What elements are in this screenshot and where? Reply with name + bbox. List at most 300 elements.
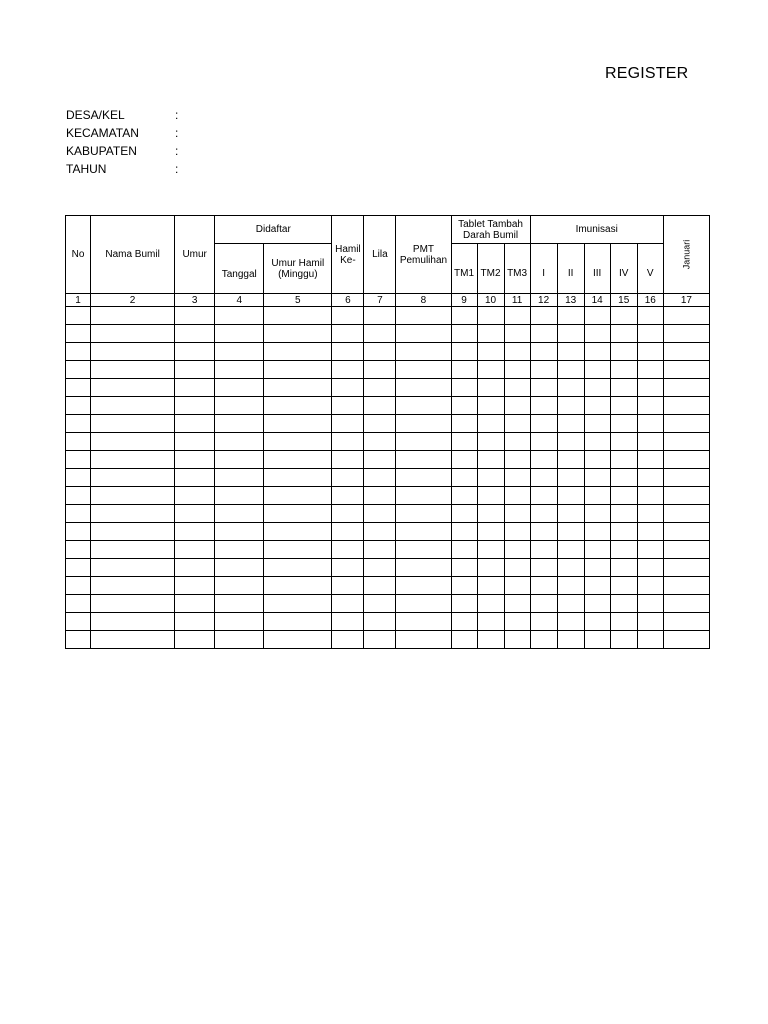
table-cell[interactable] [66,523,91,541]
table-cell[interactable] [504,325,530,343]
table-cell[interactable] [364,523,396,541]
table-cell[interactable] [396,631,451,649]
table-cell[interactable] [477,595,504,613]
table-cell[interactable] [557,343,584,361]
table-cell[interactable] [504,361,530,379]
table-cell[interactable] [557,325,584,343]
table-cell[interactable] [264,577,332,595]
table-cell[interactable] [396,361,451,379]
table-cell[interactable] [91,397,175,415]
table-cell[interactable] [663,379,709,397]
table-cell[interactable] [663,451,709,469]
table-cell[interactable] [663,325,709,343]
table-cell[interactable] [264,541,332,559]
table-cell[interactable] [530,397,557,415]
table-cell[interactable] [477,541,504,559]
table-cell[interactable] [91,307,175,325]
table-cell[interactable] [557,307,584,325]
table-cell[interactable] [637,523,663,541]
table-cell[interactable] [396,505,451,523]
table-cell[interactable] [504,523,530,541]
table-cell[interactable] [637,433,663,451]
table-cell[interactable] [364,541,396,559]
table-cell[interactable] [175,487,215,505]
table-cell[interactable] [663,469,709,487]
table-cell[interactable] [91,523,175,541]
table-cell[interactable] [637,325,663,343]
table-cell[interactable] [175,397,215,415]
table-cell[interactable] [215,631,264,649]
table-cell[interactable] [557,631,584,649]
table-cell[interactable] [557,379,584,397]
table-cell[interactable] [66,469,91,487]
table-cell[interactable] [451,559,477,577]
table-cell[interactable] [364,451,396,469]
table-cell[interactable] [637,505,663,523]
table-cell[interactable] [637,361,663,379]
table-cell[interactable] [504,415,530,433]
table-cell[interactable] [610,613,637,631]
table-cell[interactable] [364,307,396,325]
table-cell[interactable] [530,325,557,343]
table-cell[interactable] [530,541,557,559]
table-cell[interactable] [364,415,396,433]
table-cell[interactable] [637,559,663,577]
table-cell[interactable] [530,307,557,325]
table-cell[interactable] [504,541,530,559]
table-cell[interactable] [530,595,557,613]
table-cell[interactable] [332,577,364,595]
table-cell[interactable] [264,451,332,469]
table-cell[interactable] [215,469,264,487]
table-cell[interactable] [264,397,332,415]
table-cell[interactable] [332,307,364,325]
table-cell[interactable] [637,577,663,595]
table-cell[interactable] [530,613,557,631]
table-cell[interactable] [451,343,477,361]
table-cell[interactable] [610,379,637,397]
table-cell[interactable] [663,505,709,523]
table-cell[interactable] [396,613,451,631]
table-cell[interactable] [364,577,396,595]
table-cell[interactable] [264,487,332,505]
table-cell[interactable] [504,595,530,613]
table-cell[interactable] [175,307,215,325]
table-cell[interactable] [175,631,215,649]
table-cell[interactable] [477,523,504,541]
table-cell[interactable] [332,613,364,631]
table-cell[interactable] [477,343,504,361]
table-cell[interactable] [637,379,663,397]
table-cell[interactable] [264,433,332,451]
table-cell[interactable] [477,379,504,397]
table-cell[interactable] [663,613,709,631]
table-cell[interactable] [215,541,264,559]
table-cell[interactable] [557,577,584,595]
table-cell[interactable] [264,325,332,343]
table-cell[interactable] [557,433,584,451]
table-cell[interactable] [175,433,215,451]
table-cell[interactable] [175,595,215,613]
table-cell[interactable] [477,415,504,433]
table-cell[interactable] [663,361,709,379]
table-cell[interactable] [584,577,610,595]
table-cell[interactable] [364,433,396,451]
table-cell[interactable] [663,577,709,595]
table-cell[interactable] [91,433,175,451]
table-cell[interactable] [66,325,91,343]
table-cell[interactable] [66,559,91,577]
table-cell[interactable] [364,595,396,613]
table-cell[interactable] [477,433,504,451]
table-cell[interactable] [610,487,637,505]
table-cell[interactable] [264,379,332,397]
table-cell[interactable] [66,505,91,523]
table-cell[interactable] [504,379,530,397]
table-cell[interactable] [332,541,364,559]
table-cell[interactable] [451,325,477,343]
table-cell[interactable] [264,415,332,433]
table-cell[interactable] [584,379,610,397]
table-cell[interactable] [91,505,175,523]
table-cell[interactable] [477,577,504,595]
table-cell[interactable] [477,361,504,379]
table-cell[interactable] [530,631,557,649]
table-cell[interactable] [332,505,364,523]
table-cell[interactable] [215,505,264,523]
table-cell[interactable] [396,451,451,469]
table-cell[interactable] [332,451,364,469]
table-cell[interactable] [215,433,264,451]
table-cell[interactable] [584,523,610,541]
table-cell[interactable] [663,397,709,415]
table-cell[interactable] [530,559,557,577]
table-cell[interactable] [451,631,477,649]
table-cell[interactable] [557,487,584,505]
table-cell[interactable] [584,559,610,577]
table-cell[interactable] [477,469,504,487]
table-cell[interactable] [215,325,264,343]
table-cell[interactable] [332,595,364,613]
table-cell[interactable] [264,469,332,487]
table-cell[interactable] [364,631,396,649]
table-cell[interactable] [91,487,175,505]
table-cell[interactable] [91,451,175,469]
table-cell[interactable] [364,505,396,523]
table-cell[interactable] [610,397,637,415]
table-cell[interactable] [504,433,530,451]
table-cell[interactable] [477,487,504,505]
table-cell[interactable] [332,523,364,541]
table-cell[interactable] [66,577,91,595]
table-cell[interactable] [610,469,637,487]
table-cell[interactable] [504,631,530,649]
table-cell[interactable] [175,361,215,379]
table-cell[interactable] [91,469,175,487]
table-cell[interactable] [396,523,451,541]
table-cell[interactable] [451,505,477,523]
table-cell[interactable] [66,415,91,433]
table-cell[interactable] [663,487,709,505]
table-cell[interactable] [215,523,264,541]
table-cell[interactable] [530,487,557,505]
table-cell[interactable] [557,559,584,577]
table-cell[interactable] [215,415,264,433]
table-cell[interactable] [610,415,637,433]
table-cell[interactable] [504,613,530,631]
table-cell[interactable] [66,631,91,649]
table-cell[interactable] [215,451,264,469]
table-cell[interactable] [637,595,663,613]
table-cell[interactable] [557,415,584,433]
table-cell[interactable] [637,307,663,325]
table-cell[interactable] [66,307,91,325]
table-cell[interactable] [91,379,175,397]
table-cell[interactable] [215,397,264,415]
table-cell[interactable] [396,559,451,577]
table-cell[interactable] [175,559,215,577]
table-cell[interactable] [610,433,637,451]
table-cell[interactable] [364,379,396,397]
table-cell[interactable] [332,361,364,379]
table-cell[interactable] [663,343,709,361]
table-cell[interactable] [396,343,451,361]
table-cell[interactable] [584,595,610,613]
table-cell[interactable] [91,631,175,649]
table-cell[interactable] [610,451,637,469]
table-cell[interactable] [175,343,215,361]
table-cell[interactable] [477,325,504,343]
table-cell[interactable] [557,469,584,487]
table-cell[interactable] [66,397,91,415]
table-cell[interactable] [451,433,477,451]
table-cell[interactable] [264,505,332,523]
table-cell[interactable] [215,379,264,397]
table-cell[interactable] [504,577,530,595]
table-cell[interactable] [610,577,637,595]
table-cell[interactable] [584,325,610,343]
table-cell[interactable] [504,505,530,523]
table-cell[interactable] [364,343,396,361]
table-cell[interactable] [396,541,451,559]
table-cell[interactable] [477,451,504,469]
table-cell[interactable] [584,307,610,325]
table-cell[interactable] [557,595,584,613]
table-cell[interactable] [175,451,215,469]
table-cell[interactable] [91,577,175,595]
table-cell[interactable] [396,577,451,595]
table-cell[interactable] [530,433,557,451]
table-cell[interactable] [637,451,663,469]
table-cell[interactable] [364,469,396,487]
table-cell[interactable] [396,379,451,397]
table-cell[interactable] [530,379,557,397]
table-cell[interactable] [332,469,364,487]
table-cell[interactable] [91,541,175,559]
table-cell[interactable] [584,505,610,523]
table-cell[interactable] [584,343,610,361]
table-cell[interactable] [364,361,396,379]
table-cell[interactable] [530,505,557,523]
table-cell[interactable] [215,343,264,361]
table-cell[interactable] [610,595,637,613]
table-cell[interactable] [332,487,364,505]
table-cell[interactable] [451,469,477,487]
table-cell[interactable] [215,577,264,595]
table-cell[interactable] [451,307,477,325]
table-cell[interactable] [66,595,91,613]
table-cell[interactable] [332,397,364,415]
table-cell[interactable] [610,541,637,559]
table-cell[interactable] [175,415,215,433]
table-cell[interactable] [584,451,610,469]
table-cell[interactable] [451,487,477,505]
table-cell[interactable] [530,577,557,595]
table-cell[interactable] [215,613,264,631]
table-cell[interactable] [557,505,584,523]
table-cell[interactable] [175,577,215,595]
table-cell[interactable] [584,397,610,415]
table-cell[interactable] [264,631,332,649]
table-cell[interactable] [264,361,332,379]
table-cell[interactable] [396,397,451,415]
table-cell[interactable] [91,325,175,343]
table-cell[interactable] [215,361,264,379]
table-cell[interactable] [504,451,530,469]
table-cell[interactable] [66,361,91,379]
table-cell[interactable] [557,361,584,379]
table-cell[interactable] [530,343,557,361]
table-cell[interactable] [637,397,663,415]
table-cell[interactable] [637,541,663,559]
table-cell[interactable] [175,379,215,397]
table-cell[interactable] [637,343,663,361]
table-cell[interactable] [557,523,584,541]
table-cell[interactable] [332,379,364,397]
table-cell[interactable] [451,361,477,379]
table-cell[interactable] [332,343,364,361]
table-cell[interactable] [451,577,477,595]
table-cell[interactable] [66,343,91,361]
table-cell[interactable] [332,631,364,649]
table-cell[interactable] [504,487,530,505]
table-cell[interactable] [504,307,530,325]
table-cell[interactable] [332,325,364,343]
table-cell[interactable] [215,595,264,613]
table-cell[interactable] [175,505,215,523]
table-cell[interactable] [477,613,504,631]
table-cell[interactable] [66,487,91,505]
table-cell[interactable] [91,559,175,577]
table-cell[interactable] [364,613,396,631]
table-cell[interactable] [557,451,584,469]
table-cell[interactable] [215,559,264,577]
table-cell[interactable] [530,361,557,379]
table-cell[interactable] [610,523,637,541]
table-cell[interactable] [451,613,477,631]
table-cell[interactable] [610,343,637,361]
table-cell[interactable] [584,433,610,451]
table-cell[interactable] [364,397,396,415]
table-cell[interactable] [477,559,504,577]
table-cell[interactable] [663,631,709,649]
table-cell[interactable] [264,307,332,325]
table-cell[interactable] [451,541,477,559]
table-cell[interactable] [91,415,175,433]
table-cell[interactable] [557,541,584,559]
table-cell[interactable] [663,307,709,325]
table-cell[interactable] [175,523,215,541]
table-cell[interactable] [584,469,610,487]
table-cell[interactable] [396,415,451,433]
table-cell[interactable] [451,379,477,397]
table-cell[interactable] [557,397,584,415]
table-cell[interactable] [637,469,663,487]
table-cell[interactable] [91,343,175,361]
table-cell[interactable] [91,361,175,379]
table-cell[interactable] [396,325,451,343]
table-cell[interactable] [663,415,709,433]
table-cell[interactable] [637,613,663,631]
table-cell[interactable] [530,523,557,541]
table-cell[interactable] [215,487,264,505]
table-cell[interactable] [66,379,91,397]
table-cell[interactable] [663,433,709,451]
table-cell[interactable] [332,433,364,451]
table-cell[interactable] [215,307,264,325]
table-cell[interactable] [91,595,175,613]
table-cell[interactable] [66,541,91,559]
table-cell[interactable] [663,559,709,577]
table-cell[interactable] [66,451,91,469]
table-cell[interactable] [396,595,451,613]
table-cell[interactable] [504,469,530,487]
table-cell[interactable] [530,451,557,469]
table-cell[interactable] [175,541,215,559]
table-cell[interactable] [637,487,663,505]
table-cell[interactable] [332,415,364,433]
table-cell[interactable] [584,541,610,559]
table-cell[interactable] [451,397,477,415]
table-cell[interactable] [175,469,215,487]
table-cell[interactable] [66,613,91,631]
table-cell[interactable] [364,559,396,577]
table-cell[interactable] [663,595,709,613]
table-cell[interactable] [477,631,504,649]
table-cell[interactable] [610,307,637,325]
table-cell[interactable] [663,523,709,541]
table-cell[interactable] [451,523,477,541]
table-cell[interactable] [396,487,451,505]
table-cell[interactable] [451,595,477,613]
table-cell[interactable] [637,415,663,433]
table-cell[interactable] [557,613,584,631]
table-cell[interactable] [364,487,396,505]
table-cell[interactable] [175,613,215,631]
table-cell[interactable] [264,595,332,613]
table-cell[interactable] [175,325,215,343]
table-cell[interactable] [504,559,530,577]
table-cell[interactable] [584,487,610,505]
table-cell[interactable] [584,361,610,379]
table-cell[interactable] [451,415,477,433]
table-cell[interactable] [530,415,557,433]
table-cell[interactable] [91,613,175,631]
table-cell[interactable] [396,307,451,325]
table-cell[interactable] [530,469,557,487]
table-cell[interactable] [66,433,91,451]
table-cell[interactable] [477,505,504,523]
